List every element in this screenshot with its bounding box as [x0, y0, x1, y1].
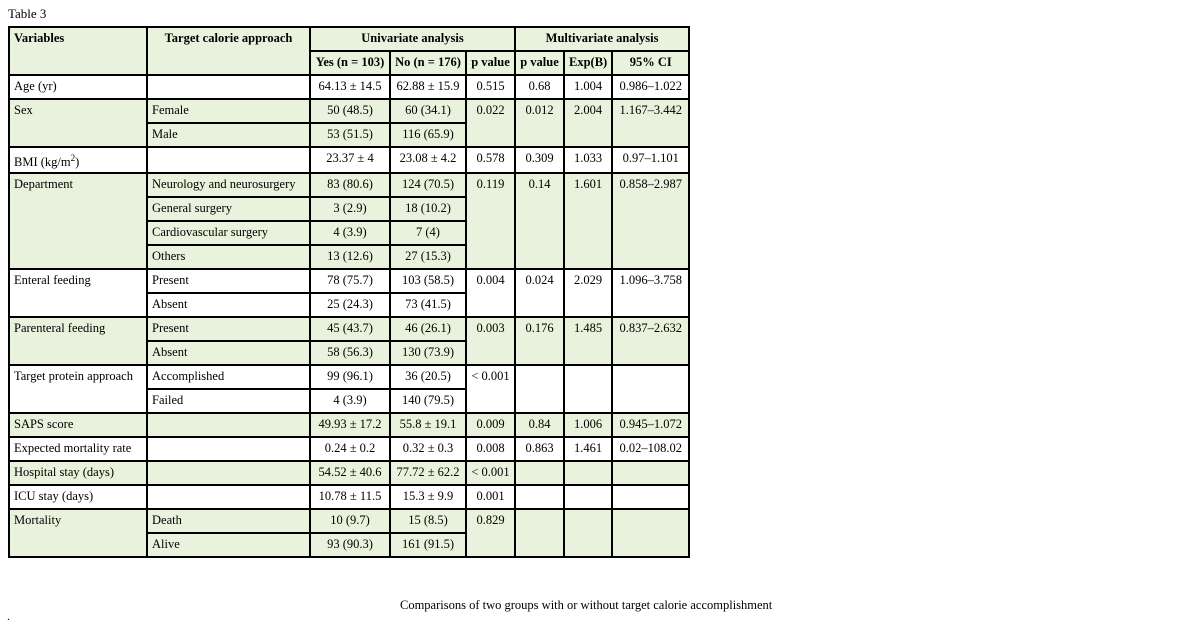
subgroup-cell	[147, 437, 310, 461]
univariate-p-cell: 0.119	[466, 173, 515, 269]
exp-b-cell: 2.004	[564, 99, 612, 147]
no-value-cell: 130 (73.9)	[390, 341, 466, 365]
header-multivariate-analysis: Multivariate analysis	[515, 27, 689, 51]
exp-b-cell: 1.485	[564, 317, 612, 365]
header-95-ci: 95% CI	[612, 51, 689, 75]
yes-value-cell: 58 (56.3)	[310, 341, 390, 365]
variable-superscript: 2	[70, 153, 76, 163]
multivariate-p-cell	[515, 461, 564, 485]
table-body	[9, 75, 689, 557]
subgroup-cell: Male	[147, 123, 310, 147]
variable-cell	[9, 99, 147, 147]
subgroup-cell: Neurology and neurosurgery	[147, 173, 310, 197]
no-value-cell: 0.32 ± 0.3	[390, 437, 466, 461]
variable-cell	[9, 75, 147, 99]
results-table	[8, 26, 690, 558]
subgroup-cell: Failed	[147, 389, 310, 413]
yes-value-cell: 53 (51.5)	[310, 123, 390, 147]
no-value-cell: 73 (41.5)	[390, 293, 466, 317]
table-row	[9, 173, 689, 197]
yes-value-cell: 64.13 ± 14.5	[310, 75, 390, 99]
yes-value-cell: 99 (96.1)	[310, 365, 390, 389]
univariate-p-cell: 0.022	[466, 99, 515, 147]
subgroup-cell: Others	[147, 245, 310, 269]
no-value-cell: 18 (10.2)	[390, 197, 466, 221]
yes-value-cell: 13 (12.6)	[310, 245, 390, 269]
yes-value-cell: 49.93 ± 17.2	[310, 413, 390, 437]
header-variables: Variables	[9, 27, 147, 75]
multivariate-p-cell: 0.863	[515, 437, 564, 461]
exp-b-cell: 1.601	[564, 173, 612, 269]
ci-cell	[612, 485, 689, 509]
multivariate-p-cell: 0.176	[515, 317, 564, 365]
exp-b-cell	[564, 461, 612, 485]
table-row	[9, 269, 689, 293]
ci-cell: 1.167–3.442	[612, 99, 689, 147]
no-value-cell: 124 (70.5)	[390, 173, 466, 197]
no-value-cell: 77.72 ± 62.2	[390, 461, 466, 485]
ci-cell: 0.837–2.632	[612, 317, 689, 365]
multivariate-p-cell: 0.14	[515, 173, 564, 269]
no-value-cell: 15.3 ± 9.9	[390, 485, 466, 509]
subgroup-cell: General surgery	[147, 197, 310, 221]
subgroup-cell: Death	[147, 509, 310, 533]
table-label: Table 3	[8, 6, 47, 21]
subgroup-cell: Cardiovascular surgery	[147, 221, 310, 245]
ci-cell	[612, 365, 689, 413]
header-p-value-multivariate: p value	[515, 51, 564, 75]
ci-cell: 0.945–1.072	[612, 413, 689, 437]
variable-label: Target protein approach	[14, 369, 133, 384]
no-value-cell: 46 (26.1)	[390, 317, 466, 341]
variable-label: Department	[14, 177, 74, 192]
variable-cell	[9, 485, 147, 509]
table-row	[9, 461, 689, 485]
univariate-p-cell: 0.829	[466, 509, 515, 557]
yes-value-cell: 0.24 ± 0.2	[310, 437, 390, 461]
univariate-p-cell: 0.004	[466, 269, 515, 317]
yes-value-cell: 23.37 ± 4	[310, 147, 390, 173]
variable-label: Parenteral feeding	[14, 321, 106, 336]
no-value-cell: 161 (91.5)	[390, 533, 466, 557]
variable-label: ICU stay (days)	[14, 489, 94, 504]
table-row	[9, 99, 689, 123]
no-value-cell: 15 (8.5)	[390, 509, 466, 533]
no-value-cell: 62.88 ± 15.9	[390, 75, 466, 99]
table-row	[9, 365, 689, 389]
variable-cell	[9, 147, 147, 173]
exp-b-cell	[564, 485, 612, 509]
table-row	[9, 485, 689, 509]
variable-label-end: )	[75, 155, 80, 170]
table-row	[9, 413, 689, 437]
univariate-p-cell: < 0.001	[466, 461, 515, 485]
univariate-p-cell: 0.001	[466, 485, 515, 509]
subgroup-cell	[147, 147, 310, 173]
yes-value-cell: 4 (3.9)	[310, 389, 390, 413]
ci-cell: 0.97–1.101	[612, 147, 689, 173]
subgroup-cell: Present	[147, 317, 310, 341]
variable-cell	[9, 173, 147, 269]
yes-value-cell: 93 (90.3)	[310, 533, 390, 557]
multivariate-p-cell: 0.024	[515, 269, 564, 317]
multivariate-p-cell: 0.68	[515, 75, 564, 99]
table-row	[9, 75, 689, 99]
multivariate-p-cell: 0.309	[515, 147, 564, 173]
multivariate-p-cell	[515, 509, 564, 557]
no-value-cell: 23.08 ± 4.2	[390, 147, 466, 173]
subgroup-cell	[147, 485, 310, 509]
yes-value-cell: 54.52 ± 40.6	[310, 461, 390, 485]
yes-value-cell: 3 (2.9)	[310, 197, 390, 221]
no-value-cell: 27 (15.3)	[390, 245, 466, 269]
no-value-cell: 116 (65.9)	[390, 123, 466, 147]
table-row	[9, 509, 689, 533]
subgroup-cell: Present	[147, 269, 310, 293]
subgroup-cell: Female	[147, 99, 310, 123]
subgroup-cell: Alive	[147, 533, 310, 557]
table-row	[9, 147, 689, 173]
yes-value-cell: 83 (80.6)	[310, 173, 390, 197]
table-row	[9, 317, 689, 341]
no-value-cell: 7 (4)	[390, 221, 466, 245]
multivariate-p-cell: 0.84	[515, 413, 564, 437]
multivariate-p-cell	[515, 365, 564, 413]
variable-cell	[9, 461, 147, 485]
variable-label: BMI (kg/m	[14, 155, 71, 170]
exp-b-cell: 2.029	[564, 269, 612, 317]
header-target-calorie-approach: Target calorie approach	[147, 27, 310, 75]
yes-value-cell: 10 (9.7)	[310, 509, 390, 533]
subgroup-cell: Accomplished	[147, 365, 310, 389]
footer-mark: .	[7, 609, 10, 623]
univariate-p-cell: 0.515	[466, 75, 515, 99]
variable-cell	[9, 317, 147, 365]
ci-cell	[612, 461, 689, 485]
univariate-p-cell: 0.008	[466, 437, 515, 461]
exp-b-cell	[564, 509, 612, 557]
subgroup-cell: Absent	[147, 341, 310, 365]
subgroup-cell: Absent	[147, 293, 310, 317]
variable-cell	[9, 365, 147, 413]
no-value-cell: 140 (79.5)	[390, 389, 466, 413]
variable-label: SAPS score	[14, 417, 74, 432]
yes-value-cell: 50 (48.5)	[310, 99, 390, 123]
header-p-value-univariate: p value	[466, 51, 515, 75]
univariate-p-cell: 0.009	[466, 413, 515, 437]
variable-cell	[9, 509, 147, 557]
exp-b-cell: 1.004	[564, 75, 612, 99]
yes-value-cell: 4 (3.9)	[310, 221, 390, 245]
univariate-p-cell: < 0.001	[466, 365, 515, 413]
no-value-cell: 55.8 ± 19.1	[390, 413, 466, 437]
ci-cell: 0.858–2.987	[612, 173, 689, 269]
yes-value-cell: 45 (43.7)	[310, 317, 390, 341]
variable-label: Expected mortality rate	[14, 441, 132, 456]
no-value-cell: 103 (58.5)	[390, 269, 466, 293]
subgroup-cell	[147, 413, 310, 437]
header-exp-b: Exp(B)	[564, 51, 612, 75]
variable-label: Hospital stay (days)	[14, 465, 114, 480]
no-value-cell: 36 (20.5)	[390, 365, 466, 389]
table-row	[9, 437, 689, 461]
exp-b-cell: 1.006	[564, 413, 612, 437]
univariate-p-cell: 0.003	[466, 317, 515, 365]
header-yes: Yes (n = 103)	[310, 51, 390, 75]
yes-value-cell: 25 (24.3)	[310, 293, 390, 317]
subgroup-cell	[147, 75, 310, 99]
ci-cell: 0.986–1.022	[612, 75, 689, 99]
exp-b-cell: 1.033	[564, 147, 612, 173]
ci-cell: 1.096–3.758	[612, 269, 689, 317]
exp-b-cell: 1.461	[564, 437, 612, 461]
variable-cell	[9, 437, 147, 461]
header-univariate-analysis: Univariate analysis	[310, 27, 515, 51]
variable-cell	[9, 413, 147, 437]
multivariate-p-cell	[515, 485, 564, 509]
ci-cell	[612, 509, 689, 557]
table-caption: Comparisons of two groups with or without target calorie accomplishment	[400, 598, 773, 612]
univariate-p-cell: 0.578	[466, 147, 515, 173]
no-value-cell: 60 (34.1)	[390, 99, 466, 123]
yes-value-cell: 10.78 ± 11.5	[310, 485, 390, 509]
variable-label: Sex	[14, 103, 33, 117]
subgroup-cell	[147, 461, 310, 485]
yes-value-cell: 78 (75.7)	[310, 269, 390, 293]
variable-label: Mortality	[14, 513, 62, 528]
variable-cell	[9, 269, 147, 317]
exp-b-cell	[564, 365, 612, 413]
variable-label: Enteral feeding	[14, 273, 91, 288]
ci-cell: 0.02–108.02	[612, 437, 689, 461]
variable-label: Age (yr)	[14, 79, 57, 93]
header-no: No (n = 176)	[390, 51, 466, 75]
multivariate-p-cell: 0.012	[515, 99, 564, 147]
